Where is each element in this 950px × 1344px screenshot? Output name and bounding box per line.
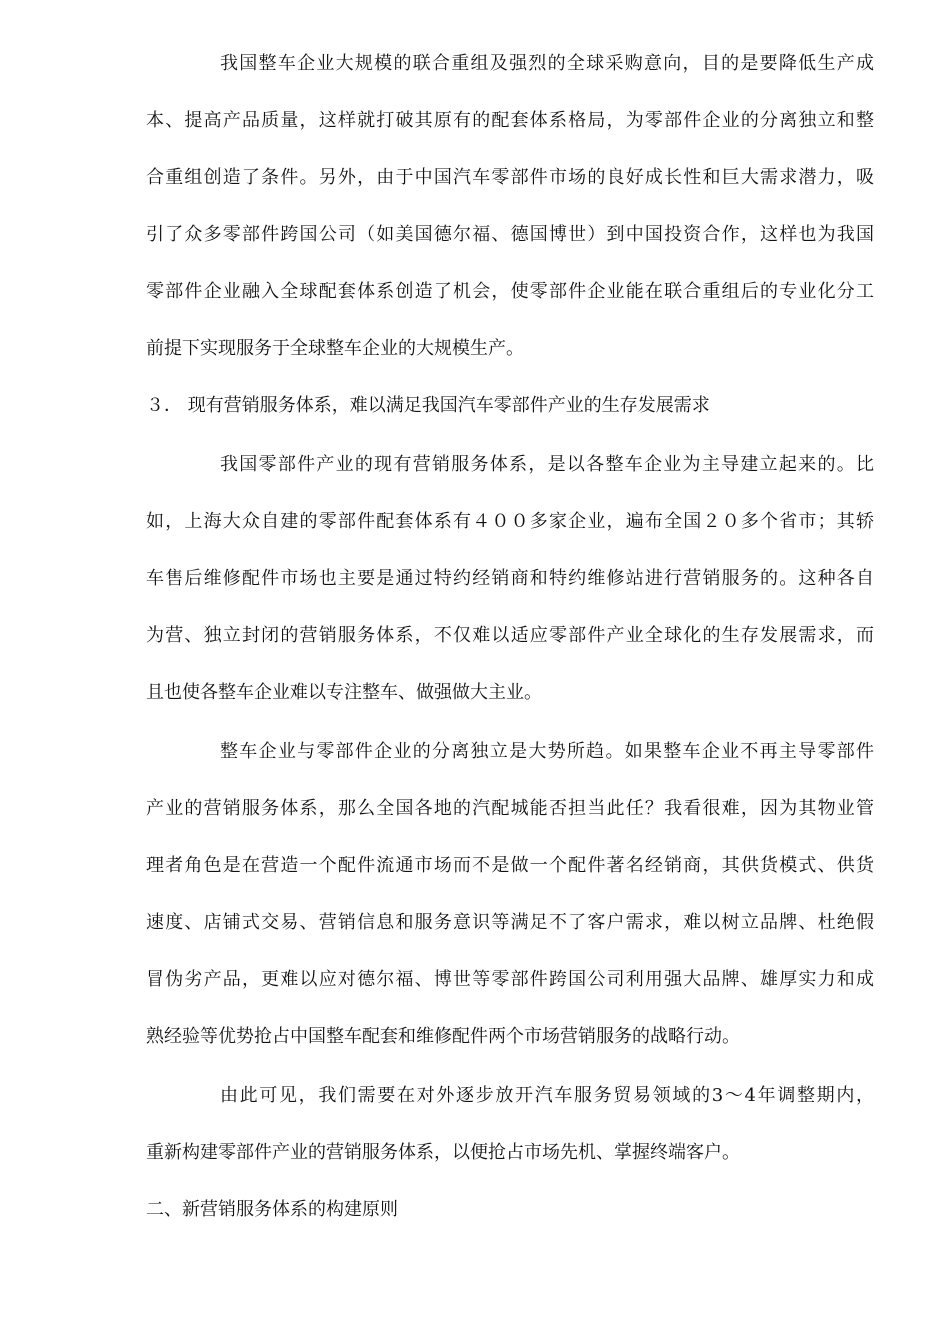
section-heading-2: 二、新营销服务体系的构建原则 <box>146 1199 398 1220</box>
paragraph-2-line-2: 如，上海大众自建的零部件配套体系有４００多家企业，遍布全国２０多个省市；其轿 <box>146 511 874 532</box>
paragraph-1-line-6: 前提下实现服务于全球整车企业的大规模生产。 <box>146 338 524 359</box>
paragraph-3-line-6: 熟经验等优势抢占中国整车配套和维修配件两个市场营销服务的战略行动。 <box>146 1026 740 1047</box>
paragraph-3-line-1: 整车企业与零部件企业的分离独立是大势所趋。如果整车企业不再主导零部件 <box>220 741 874 762</box>
paragraph-1-line-1: 我国整车企业大规模的联合重组及强烈的全球采购意向，目的是要降低生产成 <box>220 53 874 74</box>
paragraph-1-line-3: 合重组创造了条件。另外，由于中国汽车零部件市场的良好成长性和巨大需求潜力，吸 <box>146 167 874 188</box>
paragraph-2-line-1: 我国零部件产业的现有营销服务体系，是以各整车企业为主导建立起来的。比 <box>220 454 874 475</box>
section-heading-3: ３． 现有营销服务体系，难以满足我国汽车零部件产业的生存发展需求 <box>146 395 710 416</box>
paragraph-3-line-5: 冒伪劣产品，更难以应对德尔福、博世等零部件跨国公司利用强大品牌、雄厚实力和成 <box>146 969 874 990</box>
paragraph-2-line-4: 为营、独立封闭的营销服务体系，不仅难以适应零部件产业全球化的生存发展需求，而 <box>146 625 874 646</box>
paragraph-4-line-2: 重新构建零部件产业的营销服务体系，以便抢占市场先机、掌握终端客户。 <box>146 1142 740 1163</box>
paragraph-1-line-4: 引了众多零部件跨国公司（如美国德尔福、德国博世）到中国投资合作，这样也为我国 <box>146 224 874 245</box>
paragraph-3-line-4: 速度、店铺式交易、营销信息和服务意识等满足不了客户需求，难以树立品牌、杜绝假 <box>146 912 874 933</box>
paragraph-4-line-1: 由此可见，我们需要在对外逐步放开汽车服务贸易领域的3～4年调整期内， <box>220 1085 874 1106</box>
paragraph-1-line-2: 本、提高产品质量，这样就打破其原有的配套体系格局，为零部件企业的分离独立和整 <box>146 110 874 131</box>
paragraph-2-line-3: 车售后维修配件市场也主要是通过特约经销商和特约维修站进行营销服务的。这种各自 <box>146 568 874 589</box>
paragraph-3-line-2: 产业的营销服务体系，那么全国各地的汽配城能否担当此任？我看很难，因为其物业管 <box>146 798 874 819</box>
paragraph-1-line-5: 零部件企业融入全球配套体系创造了机会，使零部件企业能在联合重组后的专业化分工 <box>146 281 874 302</box>
paragraph-3-line-3: 理者角色是在营造一个配件流通市场而不是做一个配件著名经销商，其供货模式、供货 <box>146 855 874 876</box>
paragraph-2-line-5: 且也使各整车企业难以专注整车、做强做大主业。 <box>146 682 542 703</box>
